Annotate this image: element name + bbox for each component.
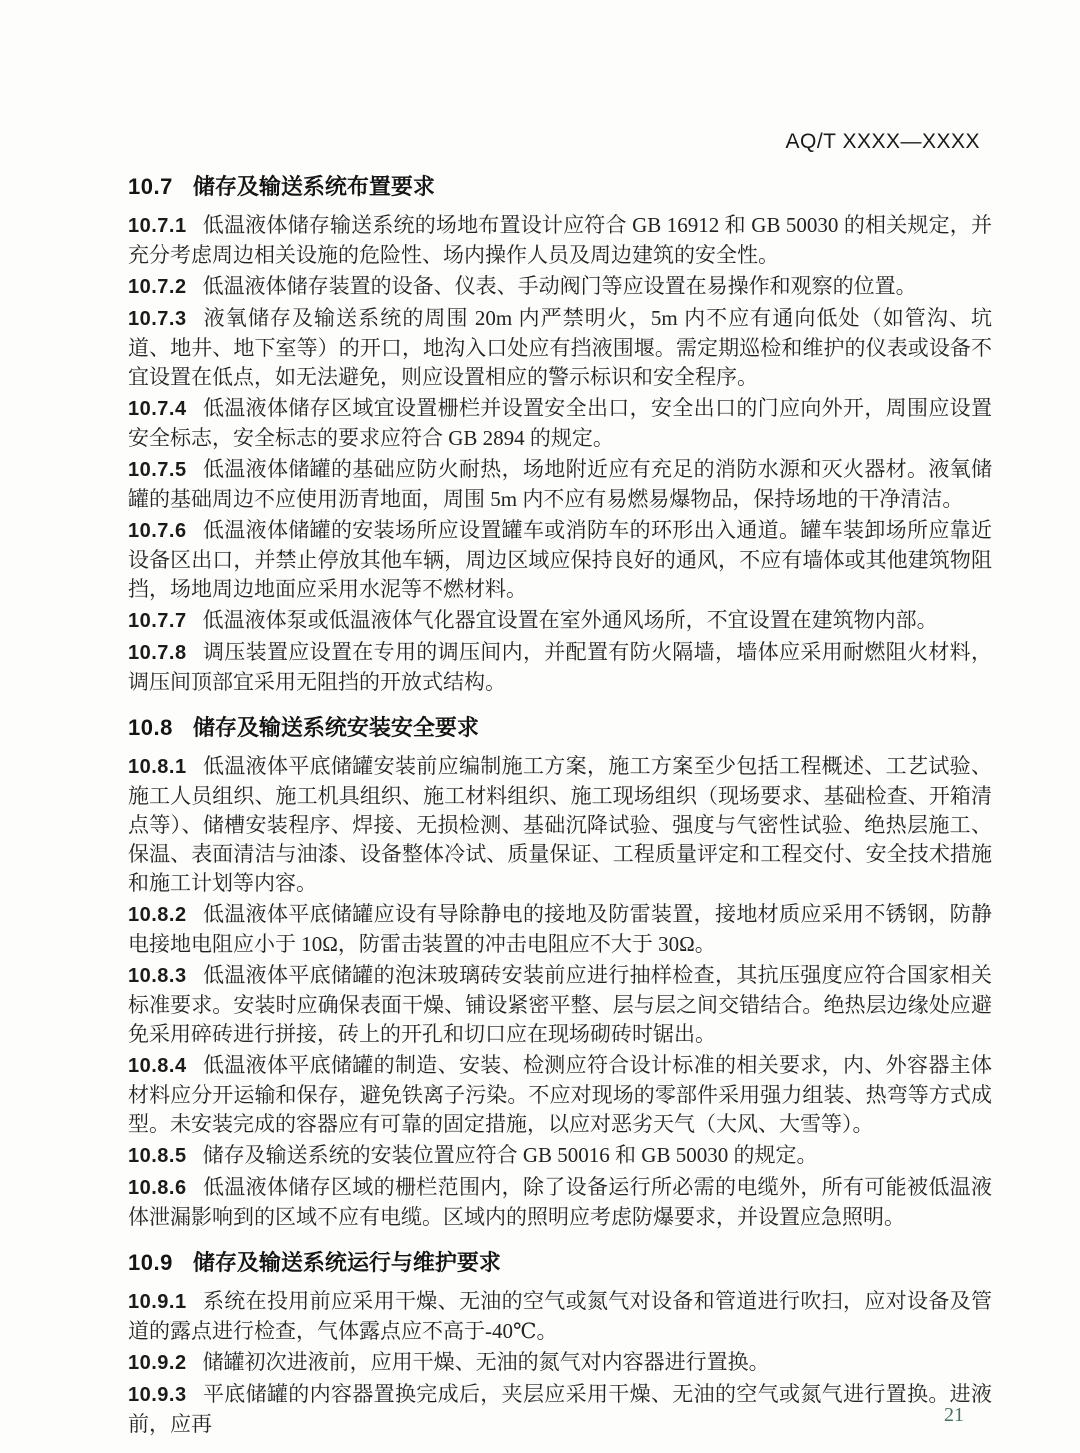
clause-text: 储罐初次进液前，应用干燥、无油的氮气对内容器进行置换。 [202, 1350, 770, 1374]
page-number: 21 [944, 1404, 964, 1426]
clause-10-8-5 [128, 1141, 992, 1171]
clause-10-7-2 [128, 272, 992, 302]
document-header [785, 130, 980, 154]
clause-10-7-4 [128, 394, 992, 453]
clause-text: 液氧储存及输送系统的周围 20m 内严禁明火，5m 内不应有通向低处（如管沟、坑道、地井、地下室等）的开口，地沟入口处应有挡液围堰。需定期巡检和维护的仪表或设备不宜设置在低点，如无法避免，则应设置相应的警示标识和安全程序。 [128, 306, 992, 389]
clause-text: 调压装置应设置在专用的调压间内，并配置有防火隔墙，墙体应采用耐燃阻火材料，调压间顶部宜采用无阻挡的开放式结构。 [128, 640, 992, 694]
clause-number: 10.7.3 [128, 308, 187, 330]
clause-10-9-2 [128, 1348, 992, 1378]
section-title: 储存及输送系统运行与维护要求 [192, 1250, 501, 1275]
clause-10-9-1 [128, 1287, 992, 1346]
section-number: 10.9 [128, 1250, 173, 1275]
clause-10-7-3 [128, 304, 992, 392]
clause-text: 系统在投用前应采用干燥、无油的空气或氮气对设备和管道进行吹扫，应对设备及管道的露点进行检查，气体露点应不高于-40℃。 [128, 1289, 992, 1343]
clause-10-7-5 [128, 455, 992, 514]
clause-10-8-1 [128, 752, 992, 898]
clause-10-7-6 [128, 516, 992, 604]
clause-number: 10.8.4 [128, 1055, 187, 1077]
clause-number: 10.9.2 [128, 1352, 187, 1374]
clause-text: 低温液体储存区域的栅栏范围内，除了设备运行所必需的电缆外，所有可能被低温液体泄漏影响到的区域不应有电缆。区域内的照明应考虑防爆要求，并设置应急照明。 [128, 1175, 992, 1229]
clause-10-8-6 [128, 1173, 992, 1232]
section-heading-10-8 [128, 713, 992, 742]
clause-10-8-3 [128, 961, 992, 1049]
standard-code: AQ/T XXXX—XXXX [785, 130, 980, 153]
clause-10-9-3 [128, 1380, 992, 1439]
section-number: 10.8 [128, 715, 173, 740]
document-content [128, 172, 992, 1441]
clause-text: 低温液体储存区域宜设置栅栏并设置安全出口，安全出口的门应向外开，周围应设置安全标志，安全标志的要求应符合 GB 2894 的规定。 [128, 396, 992, 450]
clause-number: 10.7.5 [128, 459, 187, 481]
clause-10-8-2 [128, 900, 992, 959]
clause-number: 10.7.6 [128, 520, 187, 542]
clause-number: 10.8.2 [128, 904, 187, 926]
clause-number: 10.8.6 [128, 1177, 187, 1199]
clause-text: 低温液体储罐的基础应防火耐热，场地附近应有充足的消防水源和灭火器材。液氧储罐的基础周边不应使用沥青地面，周围 5m 内不应有易燃易爆物品，保持场地的干净清洁。 [128, 457, 992, 511]
clause-number: 10.7.7 [128, 610, 187, 632]
clause-number: 10.9.3 [128, 1384, 187, 1406]
section-number: 10.7 [128, 174, 173, 199]
clause-text: 储存及输送系统的安装位置应符合 GB 50016 和 GB 50030 的规定。 [202, 1143, 818, 1167]
clause-number: 10.7.4 [128, 398, 187, 420]
clause-text: 低温液体储罐的安装场所应设置罐车或消防车的环形出入通道。罐车装卸场所应靠近设备区出口，并禁止停放其他车辆，周边区域应保持良好的通风，不应有墙体或其他建筑物阻挡，场地周边地面应采用水泥等不燃材料。 [128, 518, 992, 601]
clause-text: 低温液体泵或低温液体气化器宜设置在室外通风场所，不宜设置在建筑物内部。 [202, 608, 938, 632]
section-heading-10-9 [128, 1248, 992, 1277]
clause-10-7-1 [128, 211, 992, 270]
clause-10-7-7 [128, 606, 992, 636]
clause-10-8-4 [128, 1051, 992, 1139]
document-footer [944, 1404, 964, 1427]
clause-number: 10.9.1 [128, 1291, 187, 1313]
section-heading-10-7 [128, 172, 992, 201]
clause-text: 平底储罐的内容器置换完成后，夹层应采用干燥、无油的空气或氮气进行置换。进液前，应再 [128, 1382, 992, 1436]
clause-text: 低温液体平底储罐应设有导除静电的接地及防雷装置，接地材质应采用不锈钢，防静电接地电阻应小于 10Ω，防雷击装置的冲击电阻应不大于 30Ω。 [128, 902, 992, 956]
clause-10-7-8 [128, 638, 992, 697]
clause-text: 低温液体平底储罐安装前应编制施工方案，施工方案至少包括工程概述、工艺试验、施工人员组织、施工机具组织、施工材料组织、施工现场组织（现场要求、基础检查、开箱清点等）、储槽安装程序、焊接、无损检测、基础沉降试验、强度与气密性试验、绝热层施工、保温、表面清洁与油漆、设备整体冷试、质量保证、工程质量评定和工程交付、安全技术措施和施工计划等内容。 [128, 754, 992, 895]
clause-number: 10.8.3 [128, 965, 187, 987]
clause-number: 10.8.5 [128, 1145, 187, 1167]
clause-text: 低温液体平底储罐的制造、安装、检测应符合设计标准的相关要求，内、外容器主体材料应分开运输和保存，避免铁离子污染。不应对现场的零部件采用强力组装、热弯等方式成型。未安装完成的容器应有可靠的固定措施，以应对恶劣天气（大风、大雪等）。 [128, 1053, 992, 1136]
clause-number: 10.7.8 [128, 642, 187, 664]
clause-text: 低温液体储存输送系统的场地布置设计应符合 GB 16912 和 GB 50030 的相关规定，并充分考虑周边相关设施的危险性、场内操作人员及周边建筑的安全性。 [128, 213, 992, 267]
clause-number: 10.7.2 [128, 276, 187, 298]
clause-number: 10.7.1 [128, 215, 187, 237]
section-title: 储存及输送系统布置要求 [192, 174, 435, 199]
clause-text: 低温液体平底储罐的泡沫玻璃砖安装前应进行抽样检查，其抗压强度应符合国家相关标准要求。安装时应确保表面干燥、铺设紧密平整、层与层之间交错结合。绝热层边缘处应避免采用碎砖进行拼接，砖上的开孔和切口应在现场砌砖时锯出。 [128, 963, 992, 1046]
clause-text: 低温液体储存装置的设备、仪表、手动阀门等应设置在易操作和观察的位置。 [202, 274, 917, 298]
section-title: 储存及输送系统安装安全要求 [192, 715, 479, 740]
clause-number: 10.8.1 [128, 756, 187, 778]
